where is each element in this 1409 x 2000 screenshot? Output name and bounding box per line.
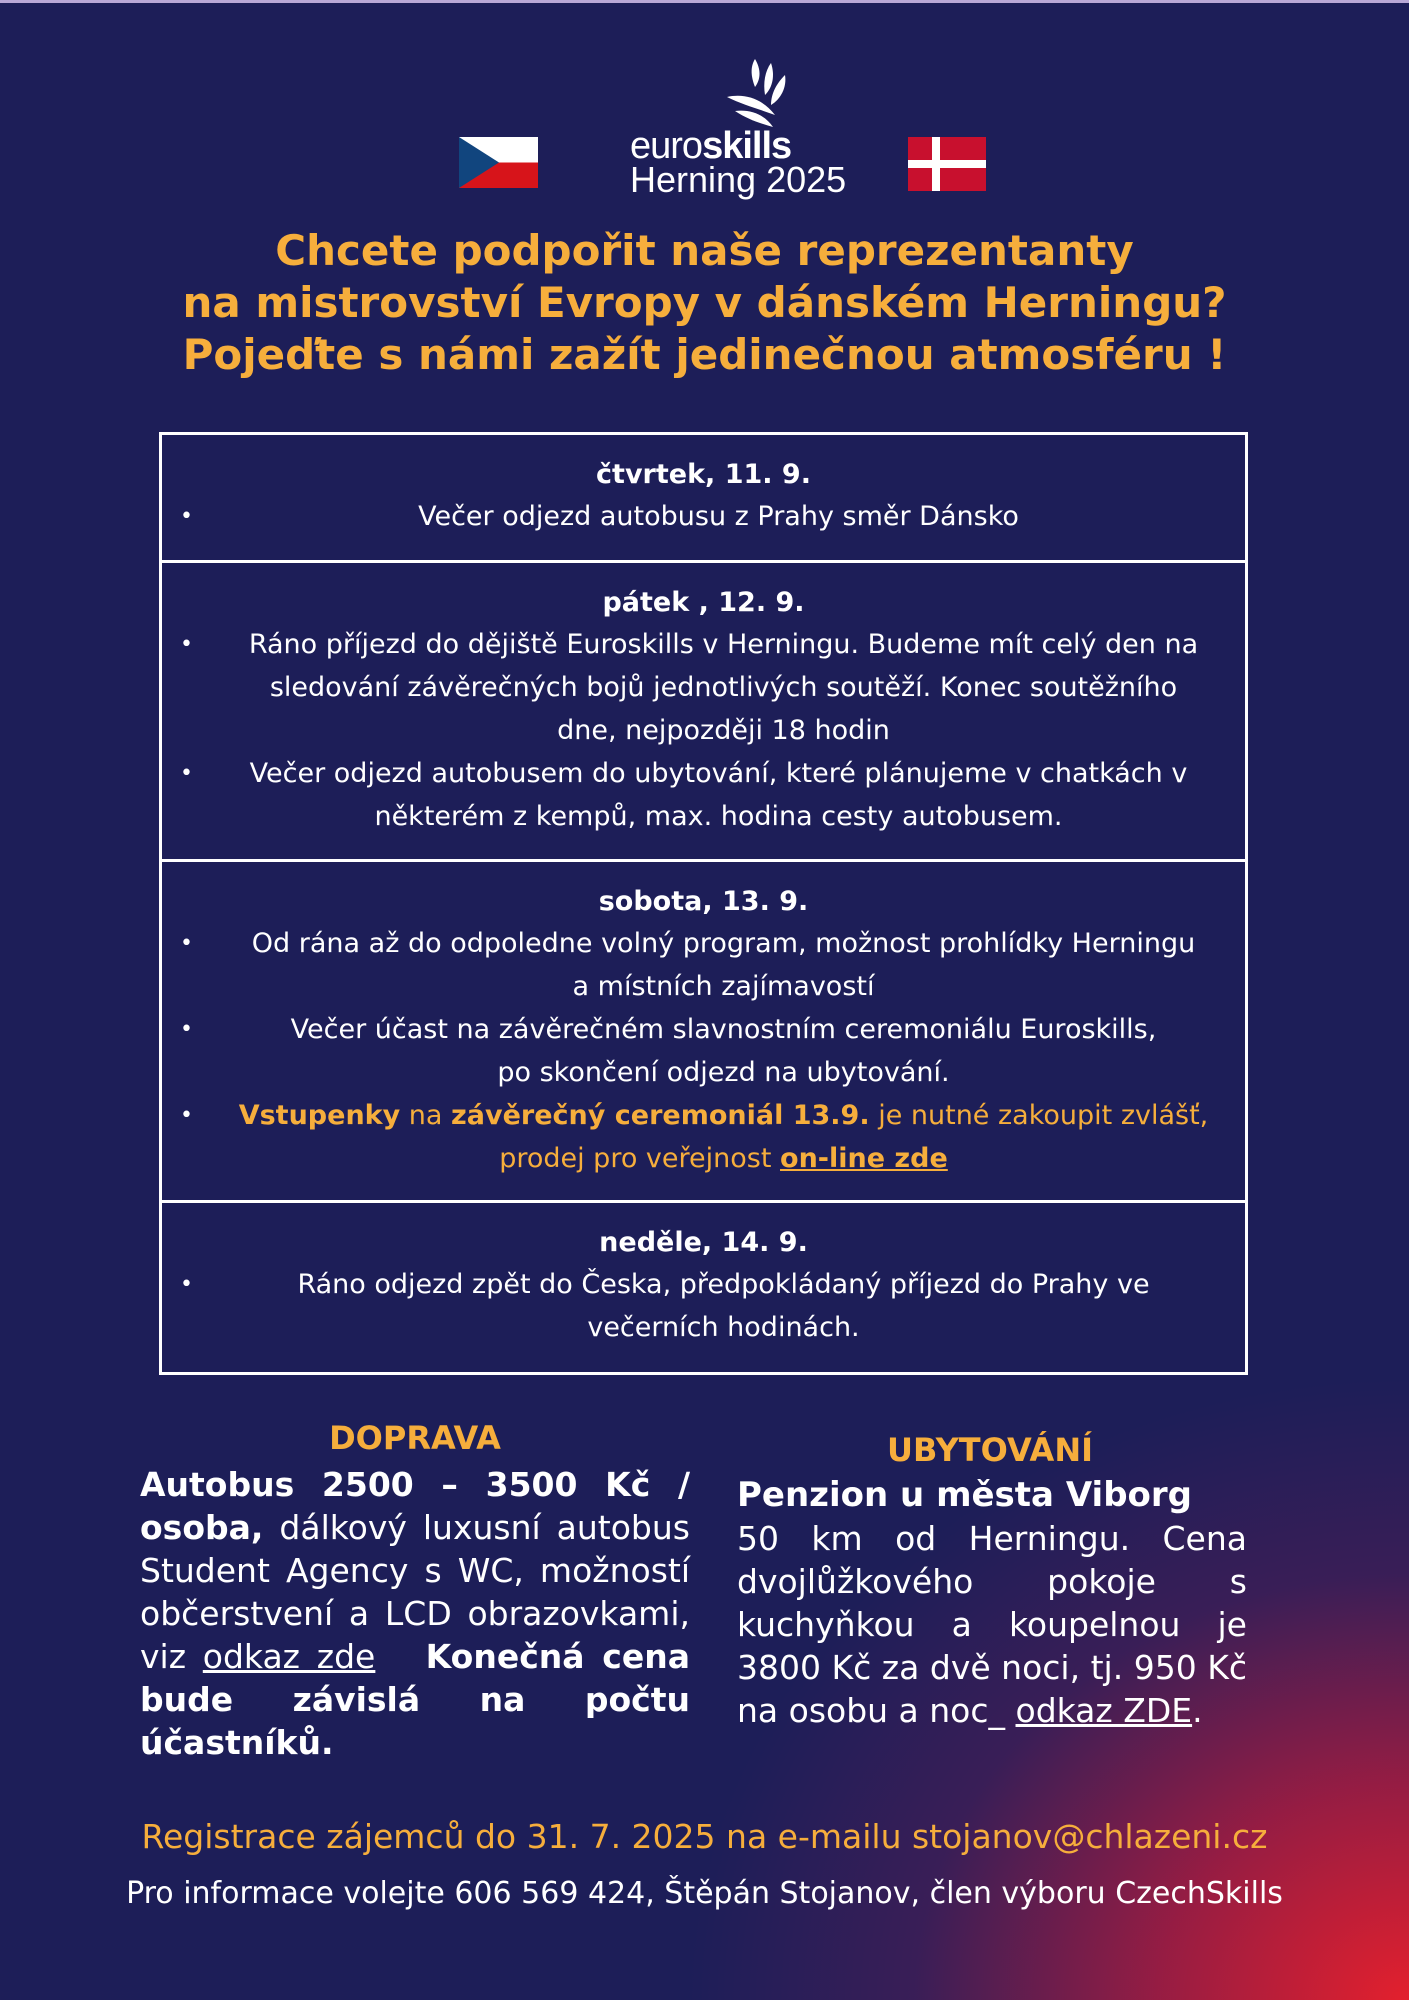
day-item: • Večer odjezd autobusem do ubytování, které plánujeme v chatkách v některém z kempů, max. hodina cesty autobusem. [192,752,1215,838]
schedule-day-thursday [159,432,1248,563]
day-items [192,1263,1215,1349]
day-item: • Večer účast na závěrečném slavnostním ceremoniálu Euroskills, po skončení odjezd na ubytování. [192,1008,1215,1094]
day-item: • Večer odjezd autobusu z Prahy směr Dánsko [192,495,1215,538]
logo-wordmark: euroskills [630,125,792,167]
day-title: sobota, 13. 9. [598,886,809,917]
czech-flag-icon [459,137,538,188]
schedule-day-friday [159,560,1248,862]
euroskills-logo-mark-icon [715,53,805,133]
schedule-day-saturday [159,859,1248,1203]
contact-info: Pro informace volejte 606 569 424, Štěpán Stojanov, člen výboru CzechSkills [126,1876,1283,1911]
registration-text: Registrace zájemců do 31. 7. 2025 na e-mailu stojanov@chlazeni.cz [141,1817,1268,1856]
day-item: • Ráno odjezd zpět do Česka, předpokládaný příjezd do Prahy ve večerních hodinách. [192,1263,1215,1349]
ticket-note-bold: Vstupenky [238,1100,401,1131]
transport-price: Autobus 2500 – 3500 Kč / osoba, [140,1465,690,1547]
tickets-online-link[interactable]: on-line zde [780,1143,948,1174]
day-items [192,495,1215,538]
accommodation-heading: Penzion u města Viborg [737,1475,1192,1515]
transport-description: dálkový luxusní autobus Student Agency s WC, možností občerstvení a LCD obrazovkami, viz [140,1508,690,1676]
day-items [192,623,1215,838]
accommodation-description: 50 km od Herningu. Cena dvojlůžkového pokoje s kuchyňkou a koupelnou je 3800 Kč za dvě noci, tj. 950 Kč na osobu a noc_ [737,1519,1247,1730]
euroskills-logo [600,53,860,203]
headline-line: Chcete podpořit naše reprezentanty [275,226,1134,275]
ticket-note-text: na [400,1100,452,1131]
transport-link[interactable]: odkaz zde [202,1637,376,1676]
day-title: čtvrtek, 11. 9. [596,459,811,490]
headline-line: Pojeďte s námi zažít jedinečnou atmosféru ! [182,330,1227,379]
ticket-note [192,1094,1215,1180]
schedule-day-sunday [159,1200,1248,1375]
accommodation-title: UBYTOVÁNÍ [886,1431,1093,1469]
ticket-note-bold: závěrečný ceremoniál 13.9. [451,1100,870,1131]
logo-subline: Herning 2025 [630,159,847,200]
day-title: pátek , 12. 9. [602,587,805,618]
transport-text [140,1463,690,1764]
headline-line: na mistrovství Evropy v dánském Herningu? [182,278,1227,327]
headline [100,225,1309,381]
transport-title: DOPRAVA [329,1419,501,1457]
schedule-table [159,432,1248,1375]
transport-note: Konečná cena bude závislá na počtu účastníků. [140,1637,691,1762]
ticket-note-text: je nutné zakoupit zvlášť, prodej pro veřejnost [499,1100,1209,1174]
day-item: • Od rána až do odpoledne volný program, možnost prohlídky Herningu a místních zajímavostí [192,922,1215,1008]
accommodation-period: . [1192,1691,1203,1730]
day-items [192,922,1215,1180]
day-title: neděle, 14. 9. [599,1227,808,1258]
accommodation-link[interactable]: odkaz ZDE [1015,1691,1193,1730]
danish-flag-icon [908,137,986,191]
day-item: • Ráno příjezd do dějiště Euroskills v Herningu. Budeme mít celý den na sledování závěrečných bojů jednotlivých soutěží. Konec soutěžního dne, nejpozději 18 hodin [192,623,1215,752]
accommodation-text [737,1473,1247,1732]
